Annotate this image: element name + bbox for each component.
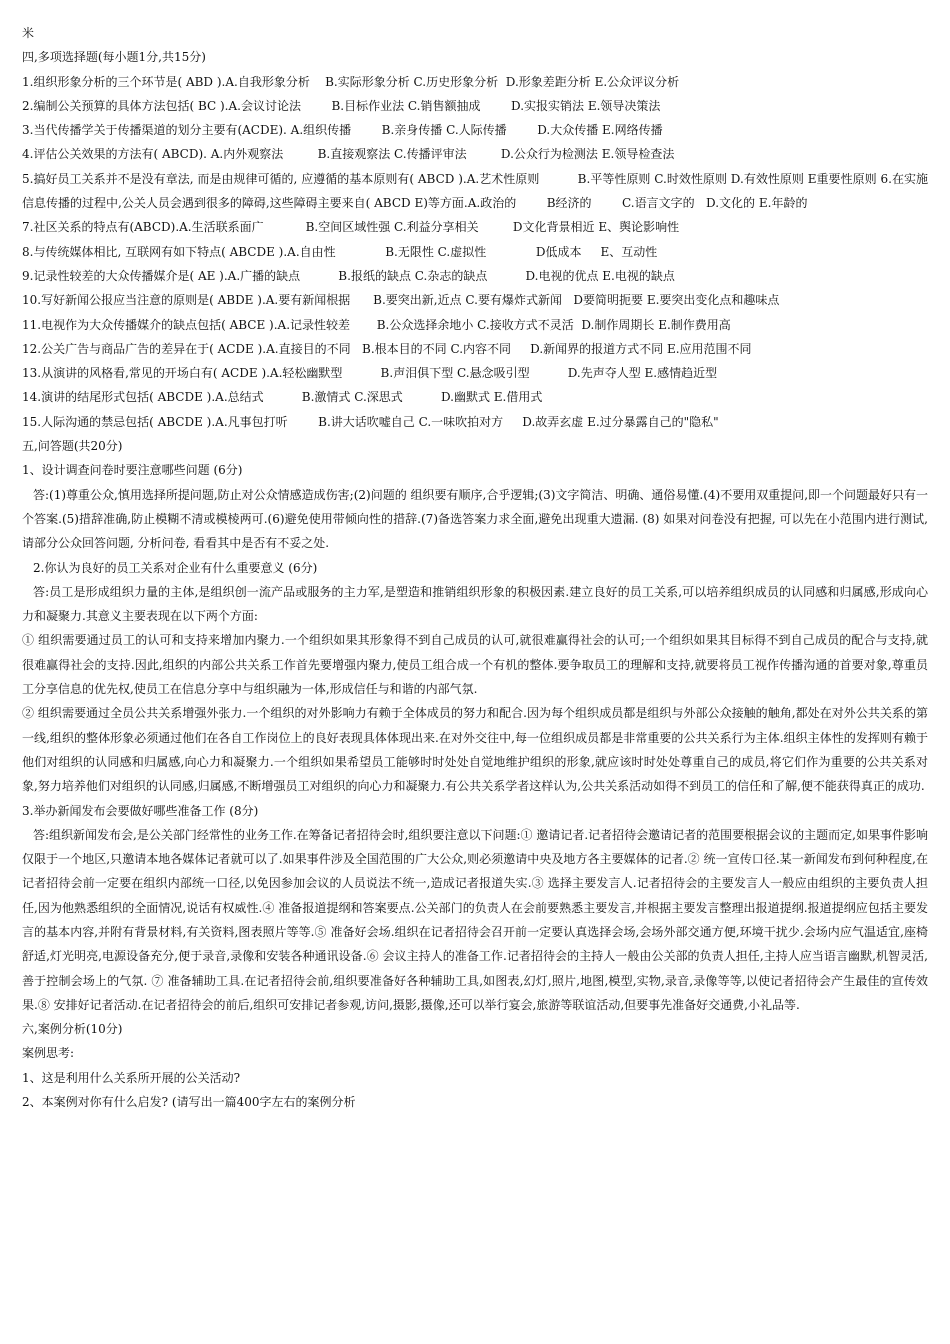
question-12: 12.公关广告与商品广告的差异在于( ACDE ).A.直接目的不同 B.根本目的不同 C.内容不同 D.新闻界的报道方式不同 E.应用范围不同 — [22, 341, 752, 356]
qa-question-3: 3.举办新闻发布会要做好哪些准备工作 (8分) — [22, 803, 259, 818]
question-14: 14.演讲的结尾形式包括( ABCDE ).A.总结式 B.激情式 C.深思式 D.幽默式 E.借用式 — [22, 390, 543, 405]
qa-answer-2-intro: 答:员工是形成组织力量的主体,是组织创一流产品或服务的主力军,是塑造和推销组织形象的积极因素.建立良好的员工关系,可以培养组织成员的认同感和归属感,形成向心力和凝聚力.其意义主要表现在以下两个方面: — [22, 584, 928, 624]
case-question-2: 2、本案例对你有什么启发? (请写出一篇400字左右的案例分析 — [22, 1095, 356, 1110]
qa-answer-2-point-1: ① 组织需要通过员工的认可和支持来增加内聚力.一个组织如果其形象得不到自己成员的认可,就很难赢得社会的认可;一个组织如果其目标得不到自己成员的配合与支持,就很难赢得社会的支持.因此,组织的内部公共关系工作首先要增强内聚力,使员工组合成一个有机的整体.要争取员工的理解和支持,就要将员工视作传播沟通的首要对象,尊重员工分享信息的优先权,使员工在信息分享中与组织融为一体,形成信任与和谐的内部气氛. — [22, 633, 928, 697]
section-heading-multiple-choice: 四,多项选择题(每小题1分,共15分) — [22, 50, 206, 65]
question-3: 3.当代传播学关于传播渠道的划分主要有(ACDE). A.组织传播 B.亲身传播 C.人际传播 D.大众传播 E.网络传播 — [22, 123, 663, 138]
question-10: 10.写好新闻公报应当注意的原则是( ABDE ).A.要有新闻根据 B.要突出新,近点 C.要有爆炸式新闻 D要简明扼要 E.要突出变化点和趣味点 — [22, 293, 780, 308]
question-13: 13.从演讲的风格看,常见的开场白有( ACDE ).A.轻松幽默型 B.声泪俱下型 C.悬念吸引型 D.先声夺人型 E.感情趋近型 — [22, 366, 718, 381]
case-thinking-label: 案例思考: — [22, 1046, 75, 1061]
question-8: 8.与传统媒体相比, 互联网有如下特点( ABCDE ).A.自由性 B.无限性 C.虚拟性 D低成本 E、互动性 — [22, 244, 658, 259]
question-2: 2.编制公关预算的具体方法包括( BC ).A.会议讨论法 B.目标作业法 C.销售额抽成 D.实报实销法 E.领导决策法 — [22, 98, 661, 113]
question-1: 1.组织形象分析的三个环节是( ABD ).A.自我形象分析 B.实际形象分析 C.历史形象分析 D.形象差距分析 E.公众评议分析 — [22, 74, 680, 89]
page-top-fragment: 米 — [22, 26, 35, 40]
question-11: 11.电视作为大众传播媒介的缺点包括( ABCE ).A.记录性较差 B.公众选择余地小 C.接收方式不灵活 D.制作周期长 E.制作费用高 — [22, 317, 731, 332]
qa-answer-1: 答:(1)尊重公众,慎用选择所提问题,防止对公众情感造成伤害;(2)问题的 组织要有顺序,合乎逻辑;(3)文字简洁、明确、通俗易懂.(4)不要用双重提问,即一个问题最好只有一个答案.(5)措辞准确,防止模糊不清或模棱两可.(6)避免使用带倾向性的措辞.(7)备选答案力求全面,避免出现重大遗漏. (8) 如果对问卷没有把握, 可以先在小范围内进行测试, 请部分公众回答问题, 分析问卷, 看看其中是否有不妥之处. — [22, 487, 929, 551]
question-7: 7.社区关系的特点有(ABCD).A.生活联系面广 B.空间区域性强 C.利益分享相关 D文化背景相近 E、舆论影响性 — [22, 220, 680, 235]
qa-question-1: 1、设计调查问卷时要注意哪些问题 (6分) — [22, 463, 243, 478]
section-heading-case: 六,案例分析(10分) — [22, 1022, 123, 1037]
question-4: 4.评估公关效果的方法有( ABCD). A.内外观察法 B.直接观察法 C.传播评审法 D.公众行为检测法 E.领导检查法 — [22, 147, 675, 162]
case-question-1: 1、这是利用什么关系所开展的公关活动? — [22, 1070, 241, 1085]
question-9: 9.记录性较差的大众传播媒介是( AE ).A.广播的缺点 B.报纸的缺点 C.杂志的缺点 D.电视的优点 E.电视的缺点 — [22, 268, 675, 283]
question-15: 15.人际沟通的禁忌包括( ABCDE ).A.凡事包打听 B.讲大话吹嘘自己 C.一味吹拍对方 D.故弄玄虚 E.过分暴露自己的"隐私" — [22, 414, 719, 429]
qa-question-2: 2.你认为良好的员工关系对企业有什么重要意义 (6分) — [33, 560, 318, 575]
question-5-6: 5.搞好员工关系并不是没有章法, 而是由规律可循的, 应遵循的基本原则有( ABCD ).A.艺术性原则 B.平等性原则 C.时效性原则 D.有效性原则 E重要性原则 6.在实施信息传播的过程中,公关人员会遇到很多的障碍,这些障碍主要来自( ABCD E)等方面.A.政治的 B经济的 C.语言文字的 D.文化的 E.年龄的 — [22, 171, 928, 211]
section-heading-qa: 五,问答题(共20分) — [22, 439, 123, 454]
qa-answer-3: 答:组织新闻发布会,是公关部门经常性的业务工作.在筹备记者招待会时,组织要注意以下问题:① 邀请记者.记者招待会邀请记者的范围要根据会议的主题而定,如果事件影响仅限于一个地区,只邀请本地各媒体记者就可以了.如果事件涉及全国范围的广大公众,则必须邀请中央及地方各主要媒体的记者.② 统一宣传口径.某一新闻发布到何种程度,在记者招待会前一定要在组织内部统一口径,以免因参加会议的人员说法不统一,造成记者报道失实.③ 选择主要发言人.记者招待会的主要发言人一般应由组织的主要负责人担任,因为他熟悉组织的全面情况,说话有权威性.④ 准备报道提纲和答案要点.公关部门的负责人在会前要熟悉主要发言,并根据主要发言整理出报道提纲.报道提纲应包括主要发言的基本内容,并附有背景材料,有关资料,图表照片等等.⑤ 准备好会场.组织在记者招待会召开前一定要认真选择会场,会场外部交通方便,环境干扰少.会场内应气温适宜,座椅舒适,灯光明亮,电源设备充分,便于录音,录像和安装各种通讯设备.⑥ 会议主持人的准备工作.记者招待会的主持人一般由公关部的负责人担任,主持人应当语言幽默,机智灵活,善于控制会场上的气氛. ⑦ 准备辅助工具.在记者招待会前,组织要准备好各种辅助工具,如图表,幻灯,照片,地图,模型,实物,录音,录像等等,以使记者招待会产生最佳的宣传效果.⑧ 安排好记者活动.在记者招待会的前后,组织可安排记者参观,访问,摄影,摄像,还可以举行宴会,旅游等联谊活动,但要事先准备好交通费,小礼品等. — [22, 827, 928, 1012]
qa-answer-2-point-2: ② 组织需要通过全员公共关系增强外张力.一个组织的对外影响力有赖于全体成员的努力和配合.因为每个组织成员都是组织与外部公众接触的触角,都处在对外公共关系的第一线,组织的整体形象必须通过他们在各自工作岗位上的良好表现具体体现出来.在对外交往中,每一位组织成员都是非常重要的公共关系行为主体.组织主体性的发挥则有赖于他们对组织的认同感和归属感,向心力和凝聚力.一个组织如果希望员工能够时时处处自觉地维护组织的形象,就应该时时处处尊重自己的成员,将它们作为重要的公共关系对象,努力培养他们对组织的认同感,归属感,不断增强员工对组织的向心力和凝聚力.有公共关系学者这样认为,公共关系活动如得不到员工的信任和了解,便不能获得真正的成功. — [22, 706, 928, 794]
